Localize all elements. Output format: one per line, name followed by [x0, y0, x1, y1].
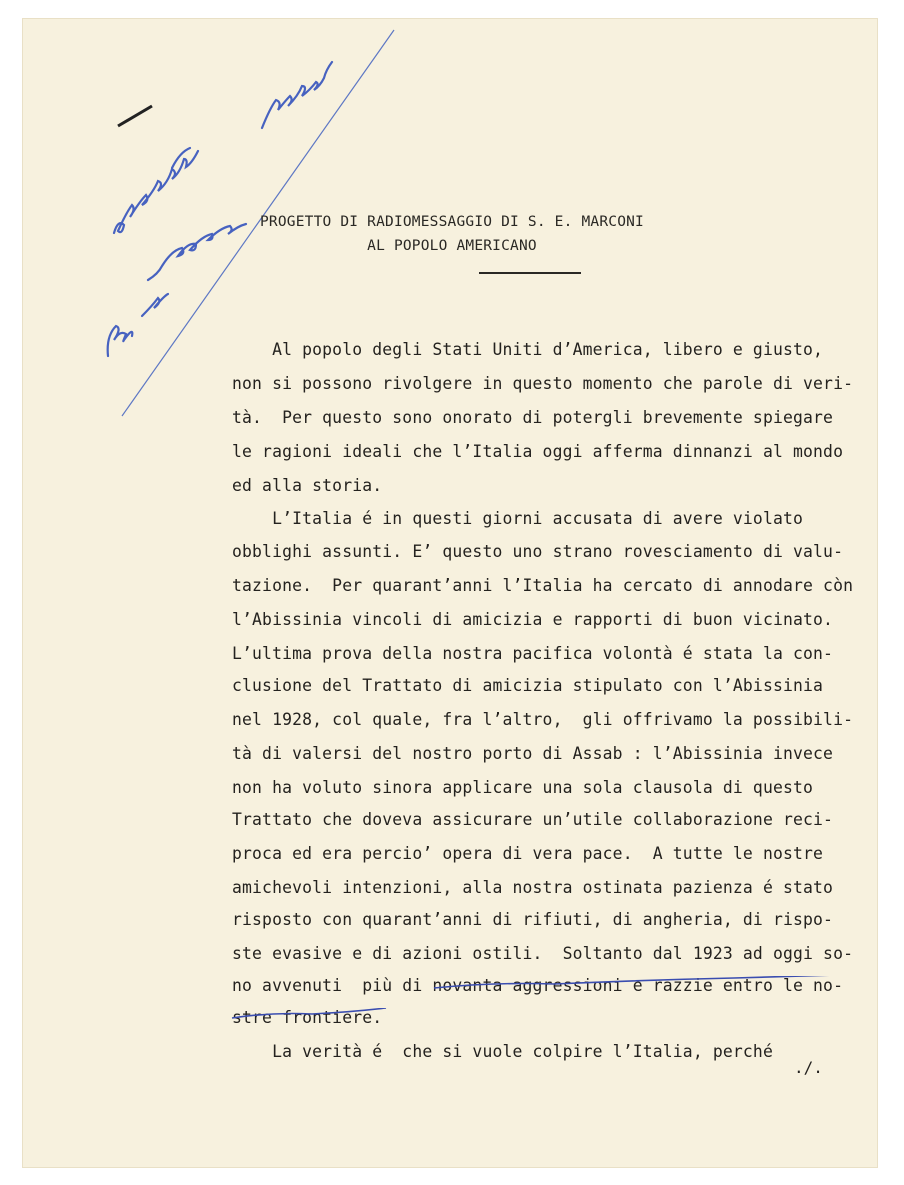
body-line: Al popolo degli Stati Uniti d’America, libero e giusto, [232, 340, 824, 359]
body-line: l’Abissinia vincoli di amicizia e rapporti di buon vicinato. [232, 610, 834, 629]
body-line: clusione del Trattato di amicizia stipulato con l’Abissinia [232, 676, 824, 695]
body-line: La verità é che si vuole colpire l’Italia, perché [232, 1042, 773, 1061]
body-line: obblighi assunti. E’ questo uno strano rovesciamento di valu- [232, 542, 844, 561]
page-continuation-mark: ./. [794, 1058, 823, 1077]
body-line: stre frontiere. [232, 1008, 383, 1027]
body-line: ed alla storia. [232, 476, 383, 495]
body-line: no avvenuti più di novanta aggressioni e razzie entro le no- [232, 976, 844, 995]
title-underline [479, 272, 581, 274]
body-line: risposto con quarant’anni di rifiuti, di angheria, di rispo- [232, 910, 834, 929]
body-line: nel 1928, col quale, fra l’altro, gli offrivamo la possibili- [232, 710, 854, 729]
body-line: tà. Per questo sono onorato di potergli brevemente spiegare [232, 408, 834, 427]
body-line: L’Italia é in questi giorni accusata di avere violato [232, 509, 804, 528]
body-line: le ragioni ideali che l’Italia oggi afferma dinnanzi al mondo [232, 442, 844, 461]
document-page [22, 18, 878, 1168]
body-line: tà di valersi del nostro porto di Assab : l’Abissinia invece [232, 744, 834, 763]
document-title-line-1: PROGETTO DI RADIOMESSAGGIO DI S. E. MARCONI [260, 214, 644, 230]
body-line: proca ed era percio’ opera di vera pace. A tutte le nostre [232, 844, 824, 863]
pencil-underline-1 [432, 976, 872, 996]
pencil-underline-2 [230, 1008, 390, 1026]
body-line: tazione. Per quarant’anni l’Italia ha cercato di annodare còn [232, 576, 854, 595]
body-line: L’ultima prova della nostra pacifica volontà é stata la con- [232, 644, 834, 663]
body-line: non si possono rivolgere in questo momento che parole di veri- [232, 374, 854, 393]
body-line: ste evasive e di azioni ostili. Soltanto dal 1923 ad oggi so- [232, 944, 854, 963]
body-line: amichevoli intenzioni, alla nostra ostinata pazienza é stato [232, 878, 834, 897]
body-line: non ha voluto sinora applicare una sola clausola di questo [232, 778, 814, 797]
document-title-line-2: AL POPOLO AMERICANO [367, 238, 537, 254]
body-line: Trattato che doveva assicurare un’utile collaborazione reci- [232, 810, 834, 829]
